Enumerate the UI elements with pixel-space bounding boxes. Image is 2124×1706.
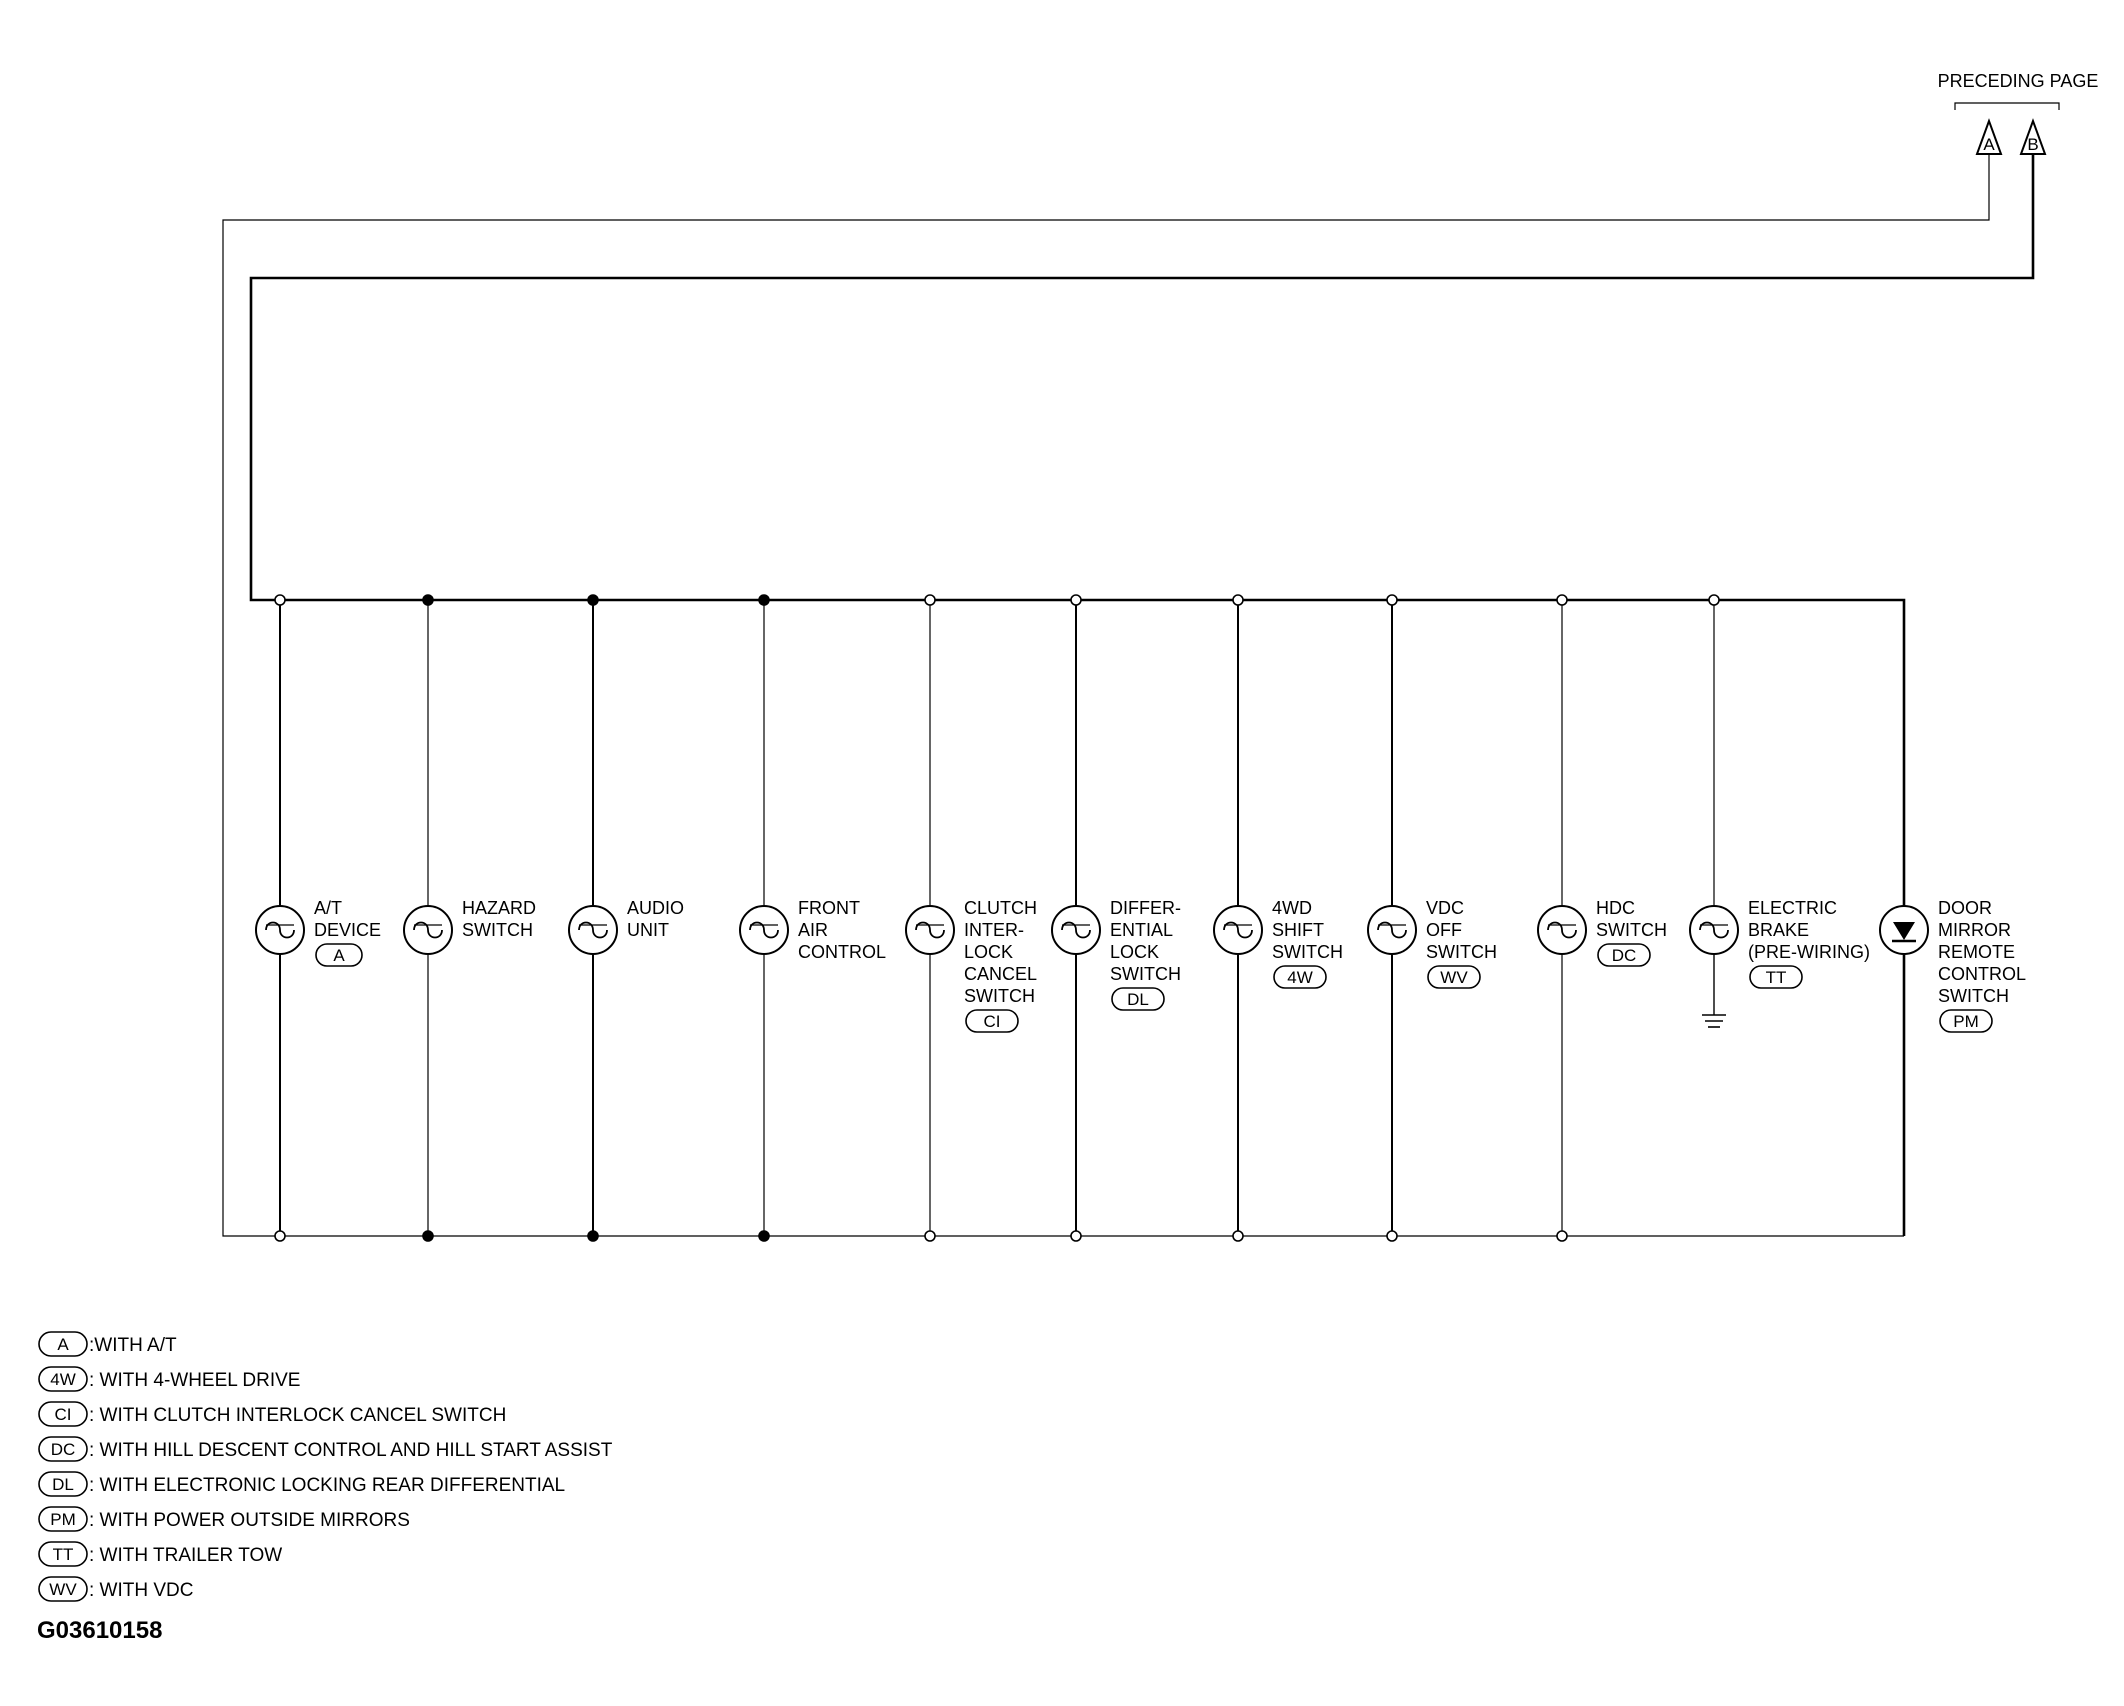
component-label-line: (PRE-WIRING) <box>1748 942 1870 962</box>
option-badge-label: PM <box>1953 1012 1979 1031</box>
option-badge-label: A <box>333 946 345 965</box>
option-badge <box>316 944 362 966</box>
legend-code: DL <box>52 1475 74 1494</box>
legend-item <box>39 1402 506 1426</box>
branch-10 <box>1690 595 1870 1027</box>
option-badge-label: CI <box>983 1012 1001 1031</box>
legend-item <box>39 1542 282 1566</box>
bulb-icon <box>1690 906 1738 954</box>
component-label-line: FRONT <box>798 898 860 918</box>
junction-dot-bottom <box>1071 1231 1081 1241</box>
option-badge <box>1428 966 1480 988</box>
legend-text: : WITH POWER OUTSIDE MIRRORS <box>89 1510 410 1531</box>
branch-5 <box>906 595 1037 1241</box>
option-badge <box>1598 944 1650 966</box>
component-label-line: LOCK <box>1110 942 1160 962</box>
junction-dot-top <box>423 595 433 605</box>
junction-dot-top <box>1071 595 1081 605</box>
option-badge <box>1750 966 1802 988</box>
component-label-line: CLUTCH <box>964 898 1038 918</box>
component-label-line: SWITCH <box>1272 942 1343 962</box>
component-label-line: SHIFT <box>1272 920 1324 940</box>
bulb-icon <box>1214 906 1262 954</box>
component-label-line: CONTROL <box>1938 964 2027 984</box>
component-label-line: DOOR <box>1938 898 1992 918</box>
legend-item <box>39 1367 300 1391</box>
component-label-line: UNIT <box>627 920 669 940</box>
legend-code: DC <box>50 1440 76 1459</box>
branch-2 <box>404 595 536 1241</box>
junction-dot-bottom <box>588 1231 598 1241</box>
bulb-icon <box>740 906 788 954</box>
legend-text: : WITH HILL DESCENT CONTROL AND HILL START ASSIST <box>89 1440 613 1461</box>
bulb-icon <box>906 906 954 954</box>
junction-dot-bottom <box>423 1231 433 1241</box>
legend-code: TT <box>52 1545 74 1564</box>
connector-a-label: A <box>1983 135 1995 154</box>
junction-dot-bottom <box>759 1231 769 1241</box>
legend-text: :WITH A/T <box>89 1335 177 1356</box>
component-label-line: SWITCH <box>1426 942 1497 962</box>
component-label-line: INTER- <box>964 920 1024 940</box>
legend <box>39 1332 613 1601</box>
bulb-icon <box>1538 906 1586 954</box>
bulb-icon <box>256 906 304 954</box>
preceding-page-bracket <box>1955 103 2059 110</box>
component-label-line: BRAKE <box>1748 920 1810 940</box>
legend-code: A <box>57 1335 69 1354</box>
branch-8 <box>1368 595 1497 1241</box>
component-label-line: OFF <box>1426 920 1462 940</box>
component-label-line: LOCK <box>964 942 1014 962</box>
component-label-line: HDC <box>1596 898 1635 918</box>
wire-b-loop <box>251 154 2033 1236</box>
junction-dot-top <box>588 595 598 605</box>
legend-item <box>39 1472 565 1496</box>
junction-dot-top <box>1709 595 1719 605</box>
option-badge-label: 4W <box>1287 968 1313 987</box>
legend-text: : WITH CLUTCH INTERLOCK CANCEL SWITCH <box>89 1405 507 1426</box>
wire-a-loop <box>223 154 1989 1236</box>
component-label-line: CANCEL <box>964 964 1038 984</box>
component-label-line: ELECTRIC <box>1748 898 1838 918</box>
component-label-line: A/T <box>314 898 343 918</box>
component-label-line: SWITCH <box>1110 964 1181 984</box>
legend-text: : WITH 4-WHEEL DRIVE <box>89 1370 301 1391</box>
component-label-line: SWITCH <box>1596 920 1667 940</box>
branch-7 <box>1214 595 1343 1241</box>
component-label-line: SWITCH <box>462 920 533 940</box>
branch-11 <box>1880 898 2026 1032</box>
junction-dot-top <box>1387 595 1397 605</box>
option-badge-label: DC <box>1611 946 1637 965</box>
option-badge <box>966 1010 1018 1032</box>
component-label-line: AUDIO <box>627 898 685 918</box>
branch-4 <box>740 595 886 1241</box>
option-badge-label: DL <box>1127 990 1149 1009</box>
component-label-line: VDC <box>1426 898 1465 918</box>
legend-item <box>39 1437 613 1461</box>
junction-dot-top <box>925 595 935 605</box>
legend-item <box>39 1577 194 1601</box>
option-badge <box>1940 1010 1992 1032</box>
bulb-icon <box>1368 906 1416 954</box>
component-label-line: 4WD <box>1272 898 1312 918</box>
branch-group <box>256 595 2026 1241</box>
bulb-icon <box>404 906 452 954</box>
option-badge-label: TT <box>1765 968 1787 987</box>
junction-dot-bottom <box>925 1231 935 1241</box>
component-label-line: REMOTE <box>1938 942 2016 962</box>
legend-item <box>39 1332 177 1356</box>
bulb-icon <box>569 906 617 954</box>
junction-dot-top <box>1557 595 1567 605</box>
component-label-line: CONTROL <box>798 942 887 962</box>
figure-code: G03610158 <box>37 1617 163 1644</box>
branch-9 <box>1538 595 1667 1241</box>
component-label-line: DIFFER- <box>1110 898 1181 918</box>
legend-code: PM <box>50 1510 76 1529</box>
component-label-line: HAZARD <box>462 898 537 918</box>
component-label-line: SWITCH <box>964 986 1035 1006</box>
legend-text: : WITH ELECTRONIC LOCKING REAR DIFFERENTIAL <box>89 1475 566 1496</box>
junction-dot-bottom <box>1233 1231 1243 1241</box>
legend-text: : WITH TRAILER TOW <box>89 1545 283 1566</box>
connector-a <box>1977 121 2001 154</box>
connector-b <box>2021 121 2045 154</box>
bulb-icon <box>1052 906 1100 954</box>
option-badge <box>1274 966 1326 988</box>
branch-3 <box>569 595 684 1241</box>
branch-1 <box>256 595 381 1241</box>
branch-6 <box>1052 595 1181 1241</box>
component-label-line: ENTIAL <box>1110 920 1174 940</box>
connector-b-label: B <box>2027 135 2039 154</box>
preceding-page-label: PRECEDING PAGE <box>1937 71 2099 91</box>
legend-code: WV <box>49 1580 77 1599</box>
option-badge <box>1112 988 1164 1010</box>
component-label-line: MIRROR <box>1938 920 2011 940</box>
ground-icon <box>1702 954 1726 1027</box>
led-icon <box>1880 906 1928 954</box>
junction-dot-bottom <box>275 1231 285 1241</box>
junction-dot-top <box>1233 595 1243 605</box>
component-label-line: AIR <box>798 920 829 940</box>
junction-dot-bottom <box>1387 1231 1397 1241</box>
option-badge-label: WV <box>1440 968 1468 987</box>
component-label-line: SWITCH <box>1938 986 2009 1006</box>
legend-item <box>39 1507 410 1531</box>
junction-dot-top <box>759 595 769 605</box>
legend-code: 4W <box>50 1370 76 1389</box>
junction-dot-top <box>275 595 285 605</box>
legend-text: : WITH VDC <box>89 1580 194 1601</box>
component-label-line: DEVICE <box>314 920 382 940</box>
junction-dot-bottom <box>1557 1231 1567 1241</box>
legend-code: CI <box>54 1405 72 1424</box>
